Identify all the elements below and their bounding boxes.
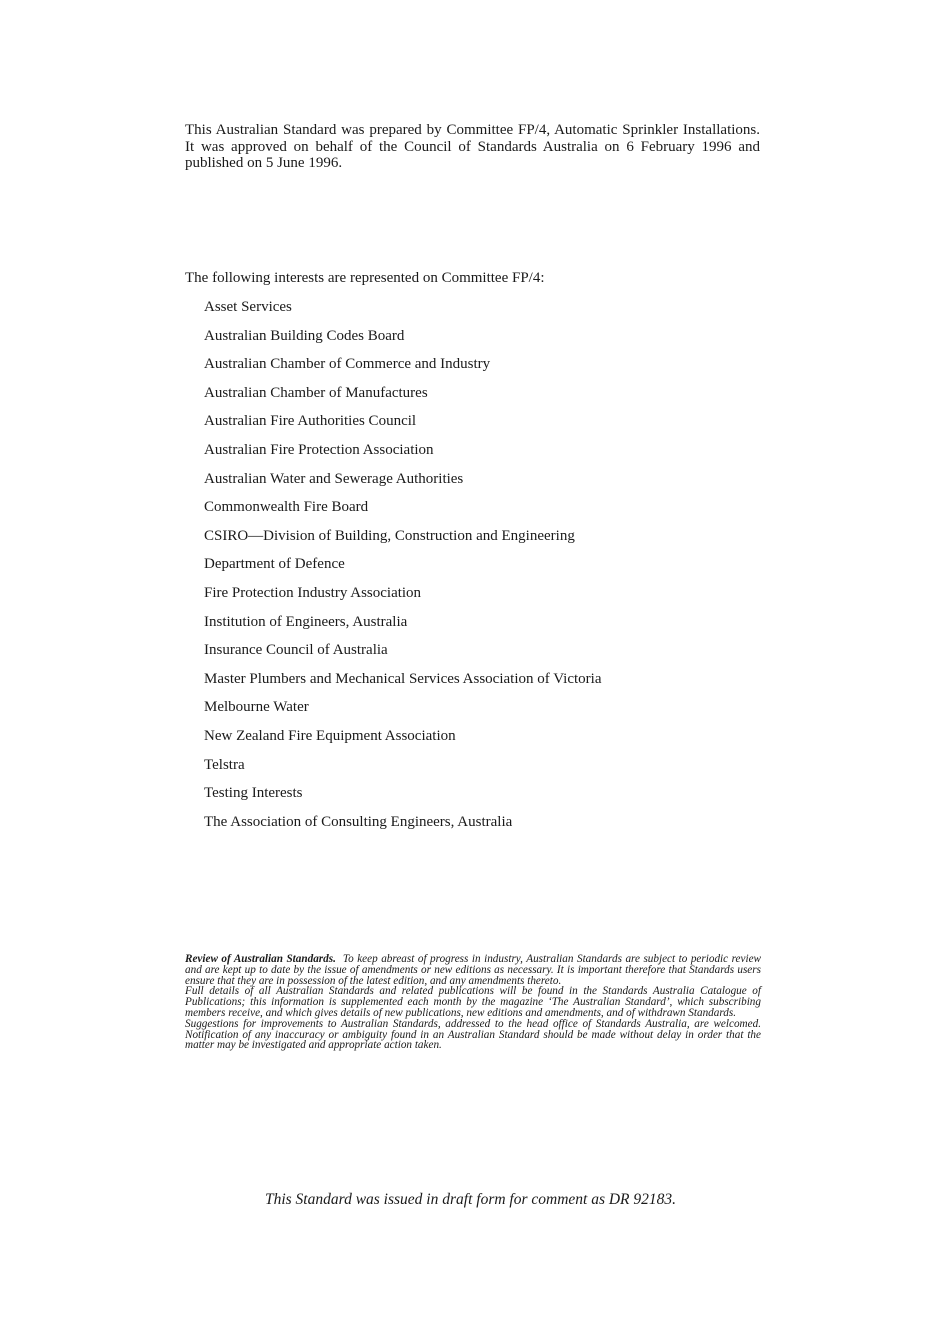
- interest-item: Australian Chamber of Commerce and Industry: [204, 356, 491, 373]
- interest-item: Fire Protection Industry Association: [204, 584, 422, 601]
- preparation-statement: This Australian Standard was prepared by Committee FP/4, Automatic Sprinkler Installations. It was approved on behalf of the Council of Standards Australia on 6 February 1996 and published on 5 June 1996.: [185, 122, 760, 171]
- interests-list: [204, 297, 601, 840]
- review-title: Review of Australian Standards.: [185, 953, 336, 965]
- interest-item: Australian Chamber of Manufactures: [204, 384, 428, 401]
- interest-item: CSIRO—Division of Building, Construction and Engineering: [204, 527, 575, 544]
- interest-item: Department of Defence: [204, 556, 345, 573]
- interest-item: New Zealand Fire Equipment Association: [204, 727, 456, 744]
- review-paragraph-3: Suggestions for improvements to Australian Standards, addressed to the head office of Standards Australia, are welcomed. Notification of any inaccuracy or ambiguity found in an Australian Standard should be made without delay in order that the matter may be investigated and appropriate action taken.: [185, 1017, 761, 1052]
- interest-item: Australian Building Codes Board: [204, 327, 405, 344]
- interest-item: Institution of Engineers, Australia: [204, 613, 408, 630]
- interest-item: Australian Fire Authorities Council: [204, 413, 417, 430]
- interest-item: Insurance Council of Australia: [204, 642, 388, 659]
- interest-item: Melbourne Water: [204, 699, 309, 716]
- interests-heading: The following interests are represented on Committee FP/4:: [185, 270, 545, 286]
- interest-item: Asset Services: [204, 299, 292, 315]
- interest-item: Testing Interests: [204, 785, 303, 802]
- review-paragraph-1: [185, 954, 761, 986]
- review-paragraph-2: Full details of all Australian Standards and related publications will be found in the Standards Australia Catalogue of Publications; this information is supplemented each month by the magazine ‘The Australian Standard’, which subscribing members receive, and which gives details of new publications, new editions and amendments, and of withdrawn Standards.: [185, 985, 761, 1019]
- review-text: To keep abreast of progress in industry, Australian Standards are subject to periodic review and are kept up to date by the issue of amendments or new editions as necessary. It is important therefore that Standards users ensure that they are in possession of the latest edition, and any amendments thereto.: [185, 953, 762, 987]
- interest-item: Australian Fire Protection Association: [204, 441, 434, 458]
- interest-item: Telstra: [204, 756, 245, 773]
- interest-item: Master Plumbers and Mechanical Services Association of Victoria: [204, 670, 602, 687]
- draft-note: This Standard was issued in draft form for comment as DR 92183.: [264, 1191, 677, 1208]
- interest-item: Commonwealth Fire Board: [204, 499, 369, 516]
- interest-item: Australian Water and Sewerage Authorities: [204, 470, 464, 487]
- review-notice: [185, 954, 761, 1051]
- interest-item: The Association of Consulting Engineers, Australia: [204, 813, 513, 830]
